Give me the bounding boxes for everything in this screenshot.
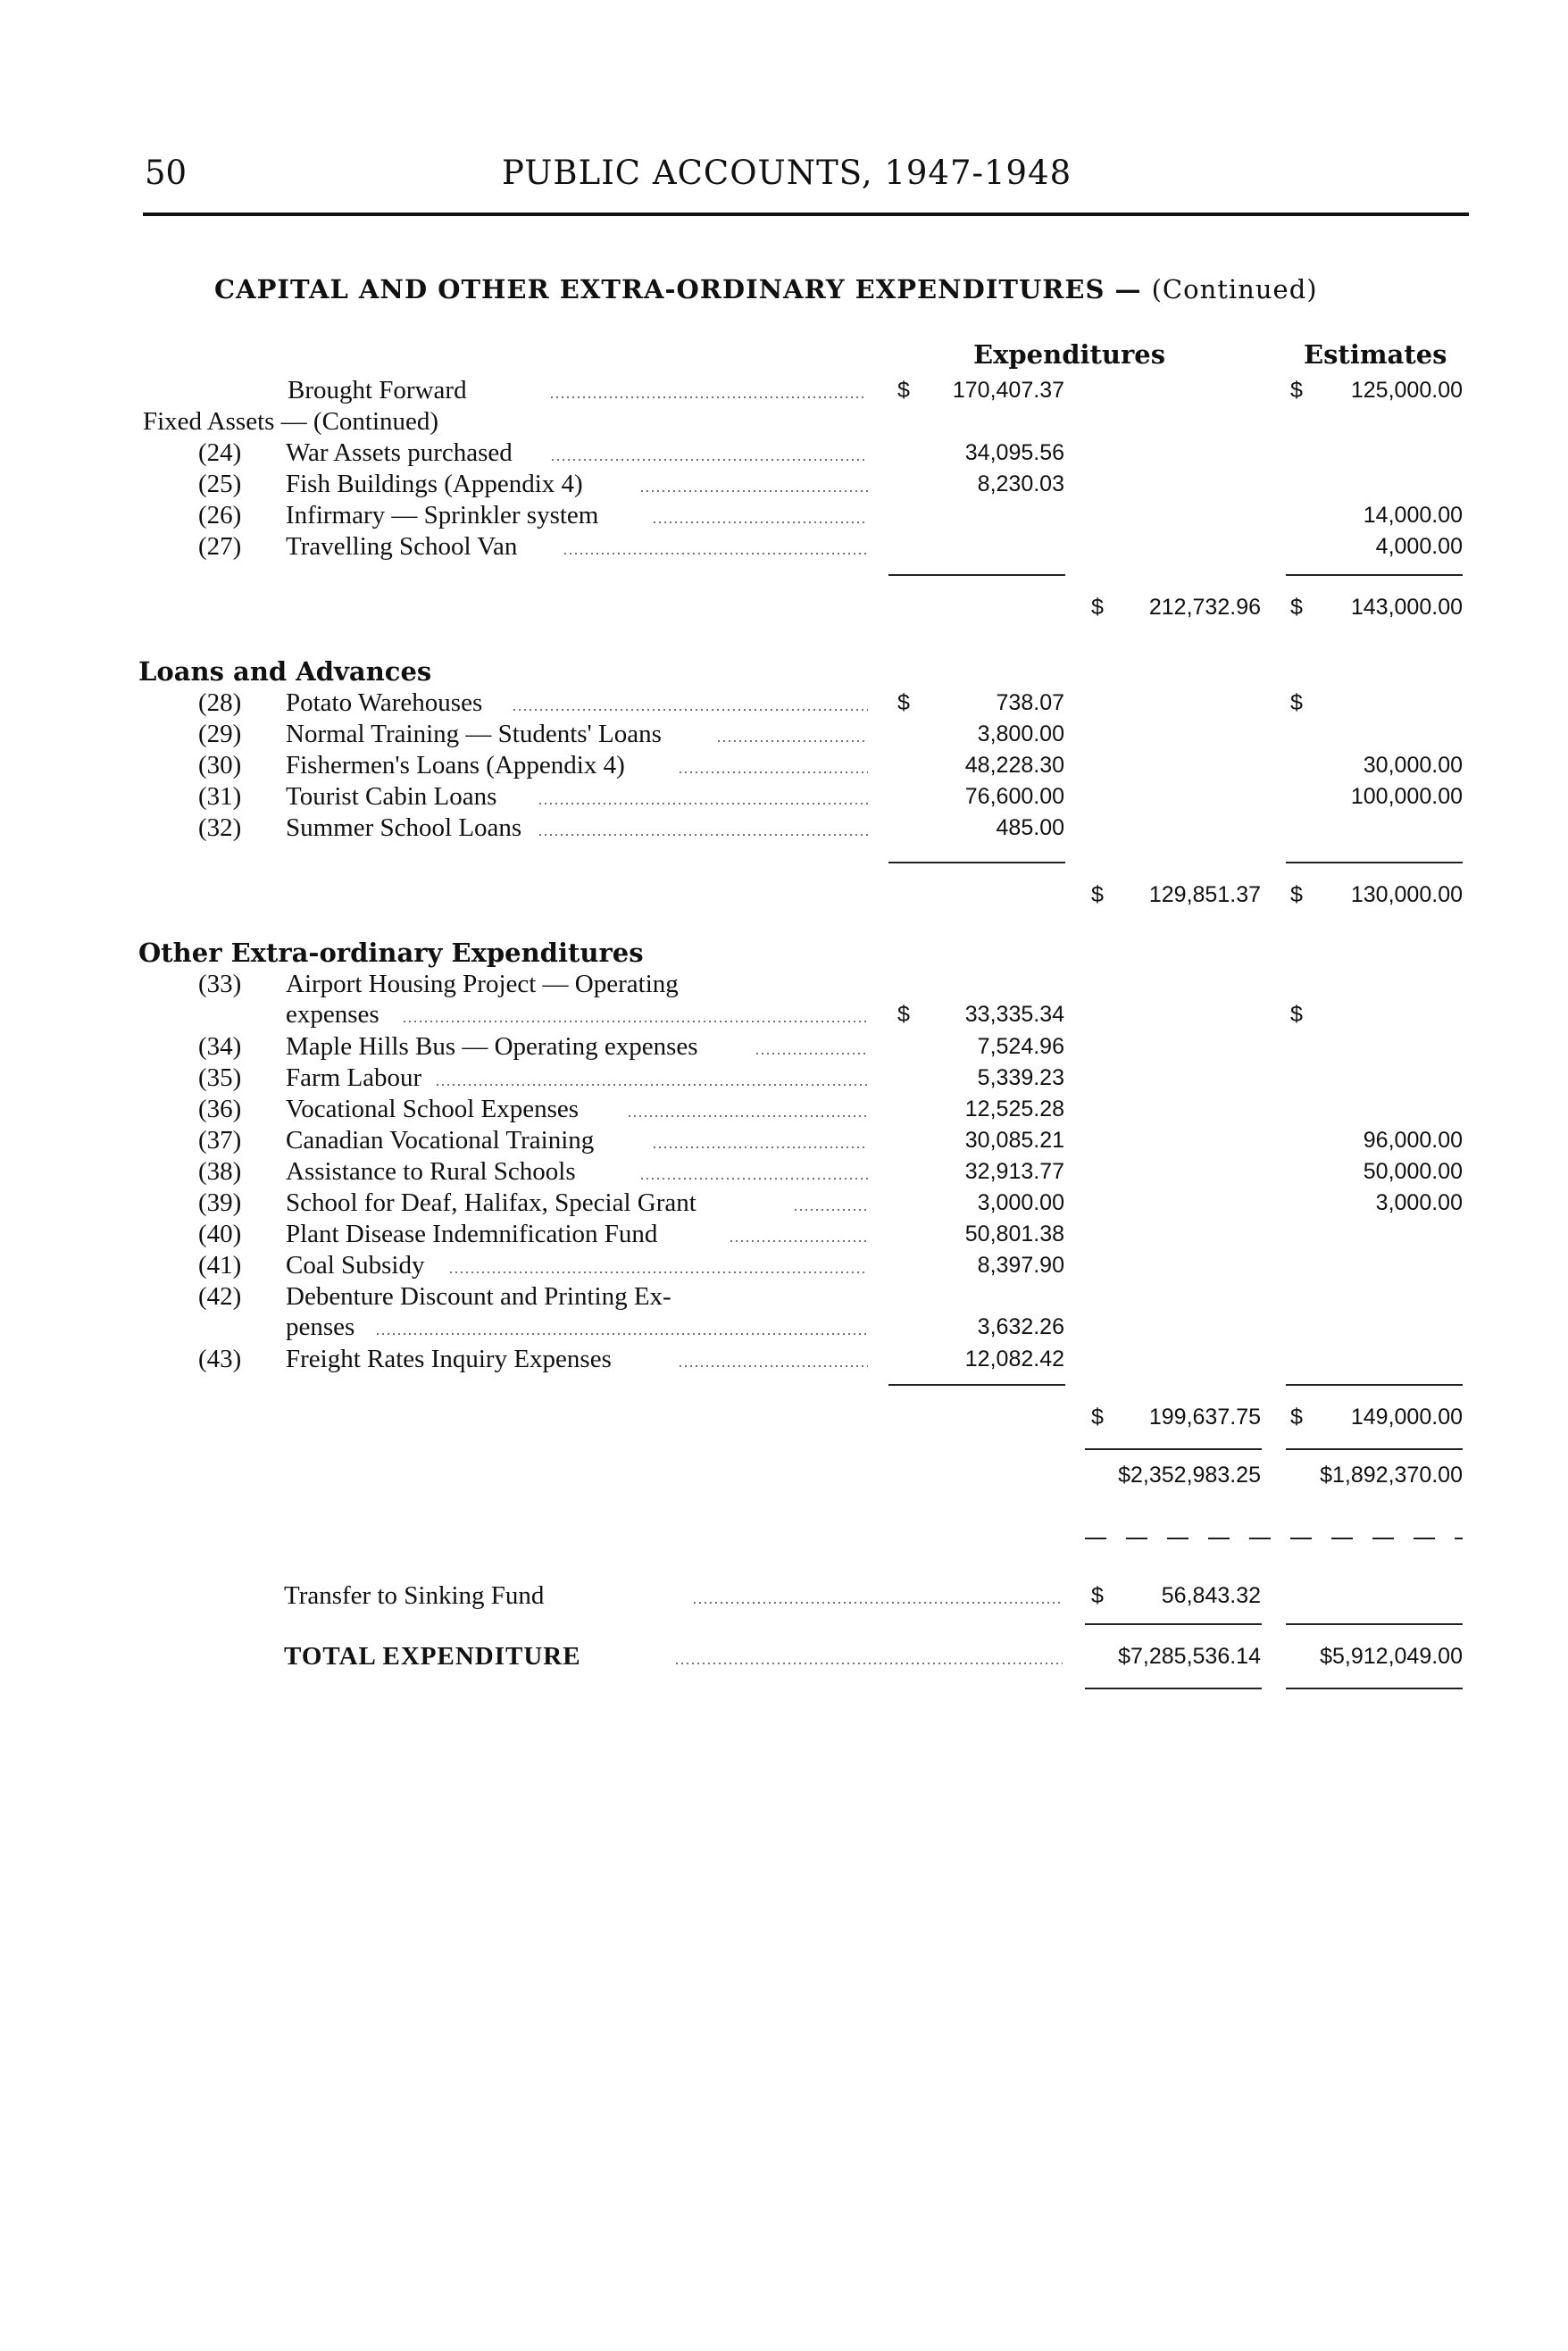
dollar-sign: $ xyxy=(1290,595,1303,620)
item-number: (41) xyxy=(198,1251,242,1280)
item-number: (42) xyxy=(198,1282,242,1311)
item-number: (24) xyxy=(198,438,242,467)
total-expenditure-value: $7,285,536.14 xyxy=(1118,1644,1261,1669)
expenditure-value: 8,230.03 xyxy=(977,471,1064,496)
subtotal-rule xyxy=(1286,1448,1463,1450)
estimate-value: 96,000.00 xyxy=(1363,1128,1463,1153)
dollar-sign: $ xyxy=(1091,882,1104,907)
leader-dots xyxy=(639,490,868,492)
item-number: (29) xyxy=(198,720,242,748)
expenditure-value: 32,913.77 xyxy=(964,1159,1064,1184)
item-number: (26) xyxy=(198,501,242,529)
line-item xyxy=(0,469,1568,499)
item-label: Farm Labour xyxy=(286,1063,422,1092)
leader-dots xyxy=(678,771,868,773)
other-total-row xyxy=(0,1402,1568,1432)
estimate-value: 4,000.00 xyxy=(1375,534,1463,559)
leader-dots xyxy=(627,1115,868,1117)
dollar-sign: $ xyxy=(897,378,910,403)
row-label: TOTAL EXPENDITURE xyxy=(284,1642,581,1671)
dollar-sign: $ xyxy=(1091,1583,1104,1608)
section-total: 199,637.75 xyxy=(1148,1405,1261,1430)
leader-dots xyxy=(652,1146,868,1148)
subtotal-rule xyxy=(1286,1623,1463,1625)
expenditure-value: 12,082.42 xyxy=(964,1346,1064,1371)
expenditure-value: 3,800.00 xyxy=(977,721,1064,746)
total-expenditure-row xyxy=(0,1641,1568,1672)
line-item xyxy=(0,1125,1568,1155)
leader-dots xyxy=(538,834,868,836)
subtotal-rule xyxy=(1286,1384,1463,1386)
leader-dots xyxy=(550,459,868,461)
estimate-value: 14,000.00 xyxy=(1363,503,1463,528)
heading-main: CAPITAL AND OTHER EXTRA-ORDINARY EXPENDITURES — xyxy=(214,274,1142,304)
section-total: 129,851.37 xyxy=(1148,882,1261,907)
loans-total-row xyxy=(0,880,1568,910)
estimates-column-header: Estimates xyxy=(1304,339,1447,370)
dashed-separator xyxy=(1085,1538,1463,1539)
item-label: Plant Disease Indemnification Fund xyxy=(286,1220,658,1248)
leader-dots xyxy=(652,521,868,523)
item-number: (33) xyxy=(198,970,242,998)
item-label: Assistance to Rural Schools xyxy=(286,1157,576,1186)
item-label: Freight Rates Inquiry Expenses xyxy=(286,1345,612,1373)
expenditure-value: 738.07 xyxy=(996,690,1064,715)
expenditure-value: 3,000.00 xyxy=(977,1190,1064,1215)
line-item xyxy=(0,438,1568,468)
item-label: Vocational School Expenses xyxy=(286,1095,580,1123)
subtotal-rule xyxy=(1085,1448,1262,1450)
brought-forward-row xyxy=(0,375,1568,405)
leader-dots xyxy=(435,1084,868,1086)
expenditure-value: 8,397.90 xyxy=(977,1253,1064,1278)
running-title: PUBLIC ACCOUNTS, 1947-1948 xyxy=(502,154,1072,192)
expenditure-value: 33,335.34 xyxy=(964,1002,1064,1027)
line-item xyxy=(0,813,1568,843)
line-item xyxy=(0,1344,1568,1374)
total-estimate-value: $5,912,049.00 xyxy=(1320,1644,1463,1669)
line-item xyxy=(0,1031,1568,1062)
item-label: Maple Hills Bus — Operating expenses xyxy=(286,1032,698,1061)
item-label: War Assets purchased xyxy=(286,438,513,467)
line-item xyxy=(0,1281,1568,1341)
expenditure-value: 34,095.56 xyxy=(964,440,1064,465)
item-label: Normal Training — Students' Loans xyxy=(286,720,662,748)
leader-dots xyxy=(402,1021,868,1022)
item-label: Fishermen's Loans (Appendix 4) xyxy=(286,751,625,779)
line-item xyxy=(0,719,1568,749)
section-total: 212,732.96 xyxy=(1148,595,1261,620)
grand-subtotal-row xyxy=(0,1460,1568,1490)
dollar-sign: $ xyxy=(897,690,910,715)
subtotal-rule xyxy=(888,1384,1065,1386)
expenditure-value: 3,632.26 xyxy=(977,1314,1064,1339)
line-item xyxy=(0,1094,1568,1124)
page-number: 50 xyxy=(145,154,188,192)
dollar-sign: $ xyxy=(1290,378,1303,403)
dollar-sign: $ xyxy=(897,1002,910,1027)
expenditure-value: 485.00 xyxy=(996,815,1064,840)
dollar-sign: $ xyxy=(1290,1405,1303,1430)
item-label: Airport Housing Project — Operating xyxy=(286,970,679,998)
item-number: (39) xyxy=(198,1188,242,1217)
item-label: Fish Buildings (Appendix 4) xyxy=(286,470,583,498)
expenditure-value: 7,524.96 xyxy=(977,1034,1064,1059)
item-number: (27) xyxy=(198,532,242,561)
estimate-total: 143,000.00 xyxy=(1350,595,1463,620)
expenditure-value: 30,085.21 xyxy=(964,1128,1064,1153)
line-item xyxy=(0,688,1568,718)
leader-dots xyxy=(512,709,868,711)
section-heading xyxy=(214,274,1318,304)
item-label: Infirmary — Sprinkler system xyxy=(286,501,599,529)
row-label: Transfer to Sinking Fund xyxy=(284,1581,545,1610)
item-number: (38) xyxy=(198,1157,242,1186)
line-item xyxy=(0,1219,1568,1249)
subtotal-rule xyxy=(888,574,1065,576)
item-label: Coal Subsidy xyxy=(286,1251,425,1280)
item-label-continued: expenses xyxy=(286,1000,379,1029)
item-label: Tourist Cabin Loans xyxy=(286,782,497,811)
subtotal-rule xyxy=(1085,1623,1262,1625)
expenditure-value: 48,228.30 xyxy=(964,753,1064,778)
leader-dots xyxy=(674,1663,1063,1664)
item-number: (35) xyxy=(198,1063,242,1092)
line-item xyxy=(0,500,1568,530)
heading-continued: (Continued) xyxy=(1151,274,1318,304)
leader-dots xyxy=(639,1178,868,1180)
grand-subtotal-expenditure: $2,352,983.25 xyxy=(1118,1463,1261,1488)
leader-dots xyxy=(678,1365,868,1367)
dollar-sign: $ xyxy=(1290,1002,1303,1027)
estimate-total: 130,000.00 xyxy=(1350,882,1463,907)
item-number: (25) xyxy=(198,470,242,498)
item-number: (40) xyxy=(198,1220,242,1248)
other-title: Other Extra-ordinary Expenditures xyxy=(138,938,644,968)
subtotal-rule xyxy=(1286,862,1463,863)
line-item xyxy=(0,781,1568,812)
item-number: (32) xyxy=(198,813,242,842)
item-number: (43) xyxy=(198,1345,242,1373)
leader-dots xyxy=(692,1602,1063,1604)
loans-title: Loans and Advances xyxy=(138,656,432,687)
line-item xyxy=(0,1063,1568,1093)
fixed-assets-total-row xyxy=(0,592,1568,622)
item-number: (28) xyxy=(198,688,242,717)
leader-dots xyxy=(375,1333,868,1335)
expenditure-value: 76,600.00 xyxy=(964,784,1064,809)
expenditure-value: 12,525.28 xyxy=(964,1096,1064,1121)
line-item xyxy=(0,969,1568,1029)
leader-dots xyxy=(538,803,868,805)
line-item xyxy=(0,1188,1568,1218)
item-label: School for Deaf, Halifax, Special Grant xyxy=(286,1188,696,1217)
item-number: (30) xyxy=(198,751,242,779)
leader-dots xyxy=(563,553,868,554)
leader-dots xyxy=(549,396,866,398)
leader-dots xyxy=(755,1053,868,1055)
sinking-fund-row xyxy=(0,1580,1568,1611)
total-rule xyxy=(1286,1688,1463,1689)
leader-dots xyxy=(716,740,868,742)
item-label: Debenture Discount and Printing Ex- xyxy=(286,1282,671,1311)
estimate-value: 125,000.00 xyxy=(1350,378,1463,403)
total-rule xyxy=(1085,1688,1262,1689)
leader-dots xyxy=(448,1271,868,1273)
fixed-assets-title: Fixed Assets — (Continued) xyxy=(143,407,439,436)
subtotal-rule xyxy=(1286,574,1463,576)
item-label: Summer School Loans xyxy=(286,813,522,842)
item-number: (31) xyxy=(198,782,242,811)
line-item xyxy=(0,750,1568,780)
item-number: (37) xyxy=(198,1126,242,1155)
estimate-total: 149,000.00 xyxy=(1350,1405,1463,1430)
item-number: (36) xyxy=(198,1095,242,1123)
item-label-continued: penses xyxy=(286,1313,355,1341)
expenditures-column-header: Expenditures xyxy=(973,339,1166,370)
leader-dots xyxy=(793,1209,868,1211)
expenditure-value: 50,801.38 xyxy=(964,1221,1064,1246)
estimate-value: 100,000.00 xyxy=(1350,784,1463,809)
line-item xyxy=(0,1250,1568,1280)
page-header xyxy=(0,154,1568,207)
estimate-value: 3,000.00 xyxy=(1375,1190,1463,1215)
line-item xyxy=(0,531,1568,562)
dollar-sign: $ xyxy=(1290,690,1303,715)
dollar-sign: $ xyxy=(1290,882,1303,907)
item-label: Travelling School Van xyxy=(286,532,518,561)
expenditure-value: 5,339.23 xyxy=(977,1065,1064,1090)
row-label: Brought Forward xyxy=(288,376,467,404)
estimate-value: 50,000.00 xyxy=(1363,1159,1463,1184)
item-number: (34) xyxy=(198,1032,242,1061)
item-label: Canadian Vocational Training xyxy=(286,1126,595,1155)
estimate-value: 30,000.00 xyxy=(1363,753,1463,778)
header-rule xyxy=(143,213,1469,216)
expenditure-value: 170,407.37 xyxy=(952,378,1064,403)
grand-subtotal-estimate: $1,892,370.00 xyxy=(1320,1463,1463,1488)
sinking-fund-value: 56,843.32 xyxy=(1161,1583,1261,1608)
item-label: Potato Warehouses xyxy=(286,688,483,717)
subtotal-rule xyxy=(888,862,1065,863)
leader-dots xyxy=(729,1240,868,1242)
dollar-sign: $ xyxy=(1091,595,1104,620)
dollar-sign: $ xyxy=(1091,1405,1104,1430)
line-item xyxy=(0,1156,1568,1187)
